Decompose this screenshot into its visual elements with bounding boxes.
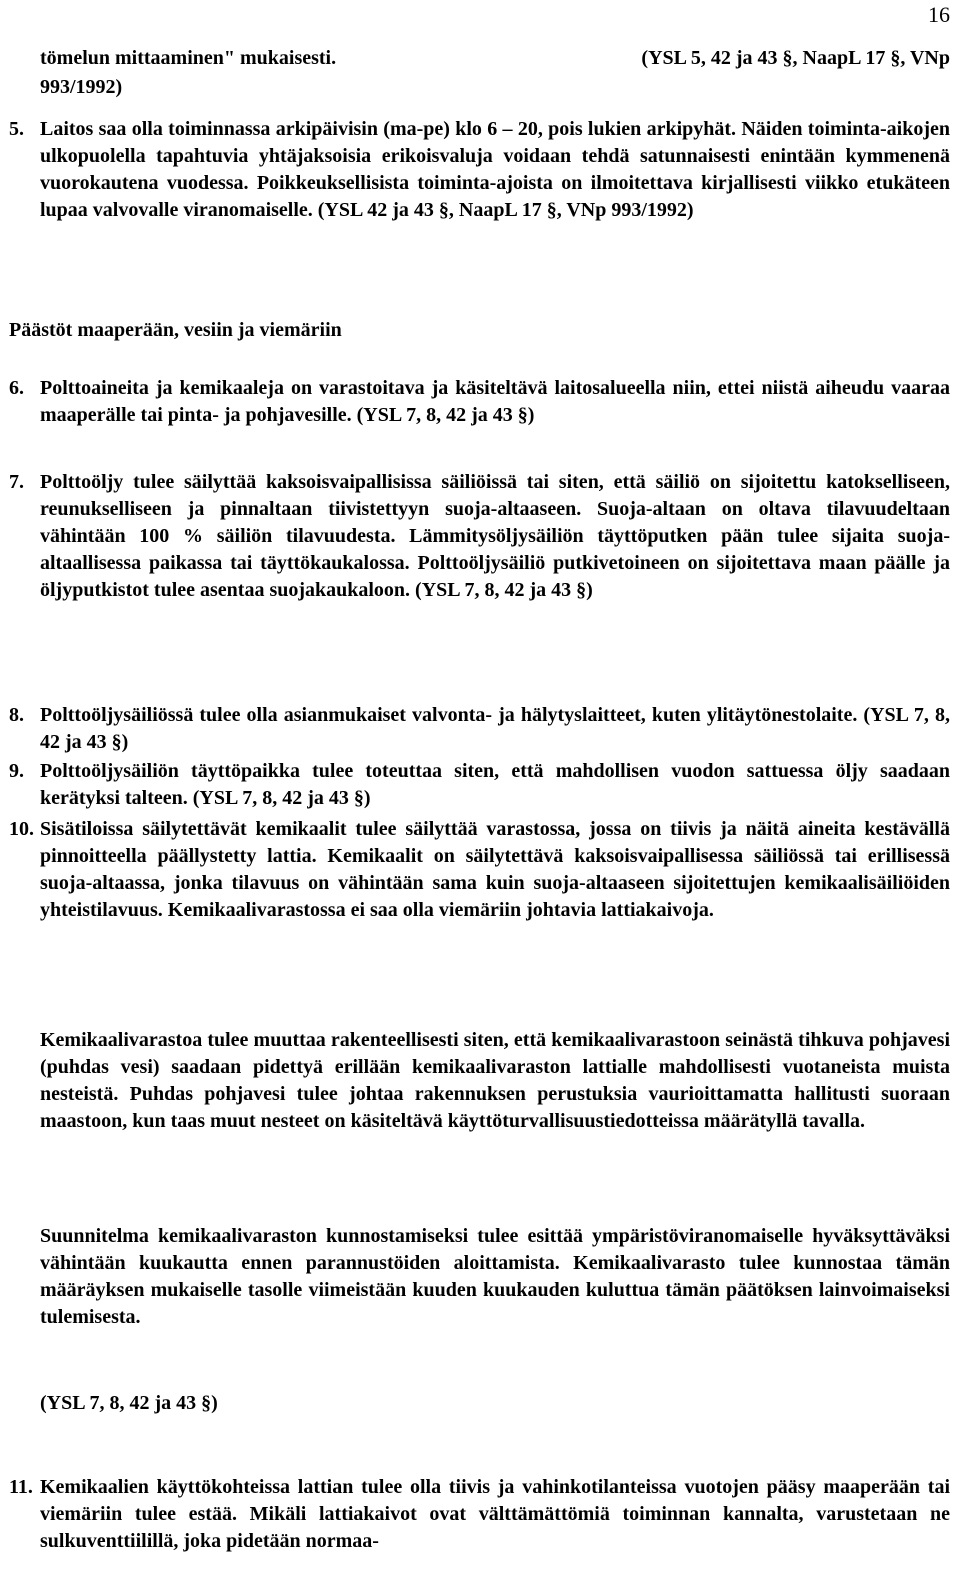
item-number: 9.: [9, 760, 24, 782]
item-number: 7.: [9, 471, 24, 493]
paragraph-suunnitelma: [0, 1223, 950, 1331]
item-text: Kemikaalien käyttökohteissa lattian tulee olla tiivis ja vahinkotilanteissa vuotojen pääsy maaperään tai viemäriin tulee estää. Mikäli lattiakaivot ovat välttämättömiä toiminnan kannalta, varustetaan ne sulkuventtiilillä, joka pidetään normaa-: [40, 1476, 950, 1552]
item-7: [0, 469, 950, 604]
item-number: 11.: [9, 1476, 33, 1498]
header-line-2: 993/1992): [40, 76, 123, 98]
item-11: [0, 1474, 950, 1555]
item-9: [0, 758, 950, 812]
item-number: 8.: [9, 704, 24, 726]
item-number: 10.: [9, 818, 34, 840]
paragraph-kemikaalivarasto: [0, 1027, 950, 1135]
item-text: Polttoöljysäiliössä tulee olla asianmukaiset valvonta- ja hälytyslaitteet, kuten ylitäytönestolaite. (YSL 7, 8, 42 ja 43 §): [40, 704, 950, 753]
item-6: [0, 375, 950, 429]
header-line-1: [40, 45, 950, 71]
item-text: Laitos saa olla toiminnassa arkipäivisin (ma-pe) klo 6 – 20, pois lukien arkipyhät. Näiden toiminta-aikojen ulkopuolella tapahtuvia yhtäjaksoisia erikoisvaluja voidaan tehdä satunnaisesti enintään kymmenenä vuorokautena vuodessa. Poikkeuksellisista toiminta-ajoista on ilmoitettava kirjallisesti viikko etukäteen lupaa valvovalle viranomaiselle. (YSL 42 ja 43 §, NaapL 17 §, VNp 993/1992): [40, 118, 950, 221]
item-text: Sisätiloissa säilytettävät kemikaalit tulee säilyttää varastossa, jossa on tiivis ja näitä aineita kestävällä pinnoitteella päällystetty lattia. Kemikaalit on säilytettävä kaksoisvaipallisessa säiliössä tai erillisessä suoja-altaassa, jonka tilavuus on vähintään sama kuin suoja-altaaseen sijoitettujen kemikaalisäiliöiden yhteistilavuus. Kemikaalivarastossa ei saa olla viemäriin johtavia lattiakaivoja.: [40, 818, 950, 921]
item-number: 5.: [9, 118, 24, 140]
paragraph-text: Suunnitelma kemikaalivaraston kunnostamiseksi tulee esittää ympäristöviranomaiselle hyväksyttäväksi vähintään kuukautta ennen parannustöiden aloittamista. Kemikaalivarasto tulee kunnostaa tämän määräyksen mukaiselle tasolle viimeistään kuuden kuukauden kuluttua tämän päätöksen lainvoimaiseksi tulemisesta.: [40, 1225, 950, 1328]
item-text: Polttoaineita ja kemikaaleja on varastoitava ja käsiteltävä laitosalueella niin, ettei niistä aiheudu vaaraa maaperälle tai pinta- ja pohjavesille. (YSL 7, 8, 42 ja 43 §): [40, 377, 950, 426]
item-text: Polttoöljy tulee säilyttää kaksoisvaipallisissa säiliöissä tai siten, että säiliö on sijoitettu katokselliseen, reunukselliseen ja pinnaltaan tiivistettyyn suoja-altaaseen. Suoja-altaan on oltava tilavuudeltaan vähintään 100 % säiliön tilavuudesta. Lämmitysöljysäiliön täyttöputken pään tulee sijaita suoja-altaallisessa paikassa tai täyttökaukalossa. Polttoöljysäiliö putkivetoineen on sijoitettava maan päälle ja öljyputkistot tulee asentaa suojakaukaloon. (YSL 7, 8, 42 ja 43 §): [40, 471, 950, 601]
paragraph-text: (YSL 7, 8, 42 ja 43 §): [40, 1392, 218, 1414]
paragraph-reference: [0, 1390, 950, 1417]
item-number: 6.: [9, 377, 24, 399]
item-8: [0, 702, 950, 756]
paragraph-text: Kemikaalivarastoa tulee muuttaa rakenteellisesti siten, että kemikaalivarastoon seinästä tihkuva pohjavesi (puhdas vesi) saadaan pidettyä erillään kemikaalivaraston lattialle mahdollisesti vuotaneista muista nesteistä. Puhdas pohjavesi tulee johtaa rakennuksen perustuksia vaurioittamatta hallitusti suoraan maastoon, kun taas muut nesteet on käsiteltävä käyttöturvallisuustiedotteissa määrätyllä tavalla.: [40, 1029, 950, 1132]
section-heading: Päästöt maaperään, vesiin ja viemäriin: [9, 319, 342, 341]
header-line-1-left: tömelun mittaaminen" mukaisesti.: [40, 47, 337, 69]
page-number: 16: [928, 2, 950, 27]
header-line-1-right: (YSL 5, 42 ja 43 §, NaapL 17 §, VNp: [641, 47, 950, 69]
item-text: Polttoöljysäiliön täyttöpaikka tulee toteuttaa siten, että mahdollisen vuodon sattuessa öljy saadaan kerätyksi talteen. (YSL 7, 8, 42 ja 43 §): [40, 760, 950, 809]
item-10: [0, 816, 950, 924]
item-5: [0, 116, 950, 224]
